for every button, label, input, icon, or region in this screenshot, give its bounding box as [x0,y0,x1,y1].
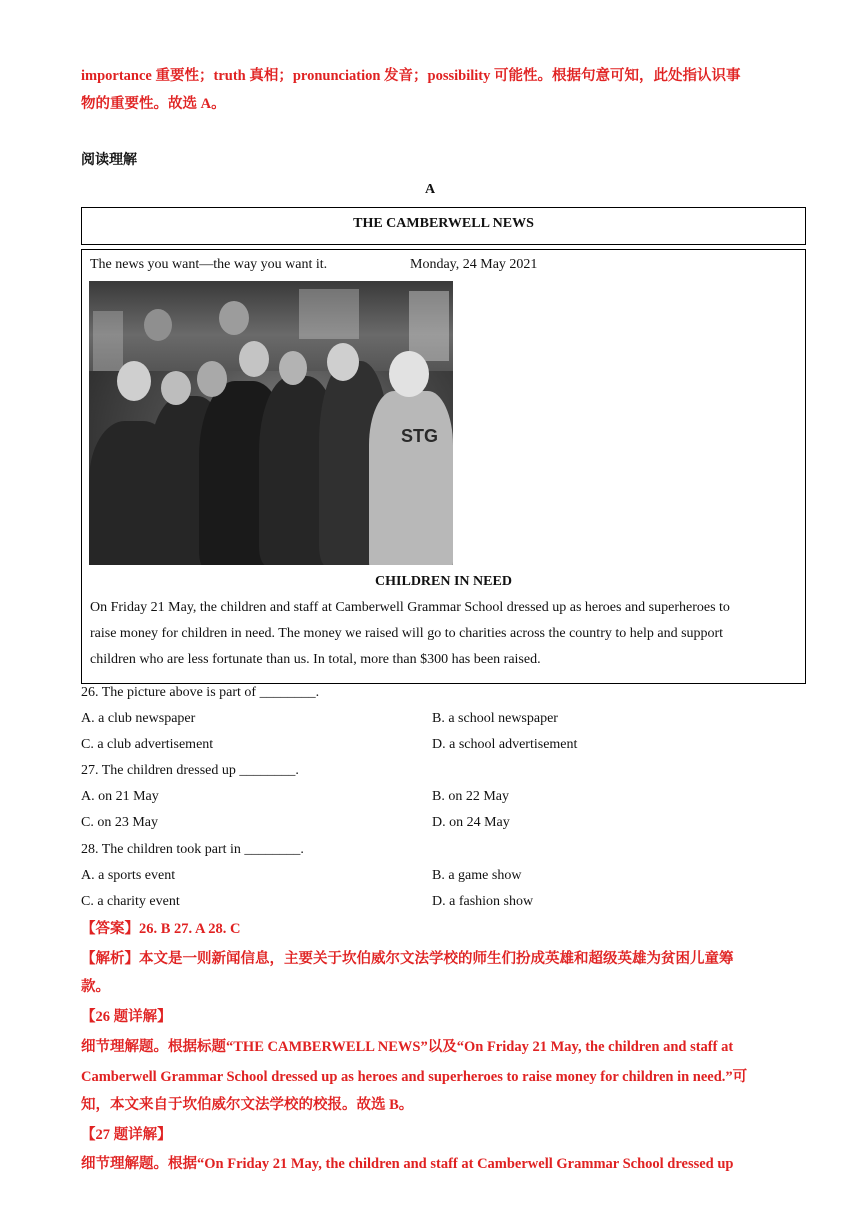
question-stem: 27. The children dressed up ________. [81,763,299,778]
question-option: D. on 24 May [432,815,510,830]
group-photo [89,281,453,565]
q27-detail-line: 细节理解题。根据“On Friday 21 May, the children and staff at Camberwell Grammar School dressed up [81,1156,734,1172]
question-option: D. a fashion show [432,894,534,909]
explanation-line: importance 重要性；truth 真相；pronunciation 发音；possibility 可能性。根据句意可知，此处指认识事 [81,68,741,84]
passage-label: A [424,182,436,197]
question-option: C. a club advertisement [81,737,214,752]
q26-detail-line: 知，本文来自于坎伯威尔文法学校的校报。故选 B。 [81,1097,414,1113]
explanation-line: 物的重要性。故选 A。 [81,96,226,112]
newspaper-masthead: THE CAMBERWELL NEWS [353,216,534,231]
article-body-line: children who are less fortunate than us. In total, more than $300 has been raised. [90,652,541,667]
newspaper-date: Monday, 24 May 2021 [410,257,538,272]
question-stem: 28. The children took part in ________. [81,842,304,857]
answer-key: 【答案】26. B 27. A 28. C [81,921,241,937]
section-title: 阅读理解 [81,152,137,168]
analysis-line: 款。 [81,979,110,995]
newspaper-tagline: The news you want—the way you want it. [90,257,328,272]
question-option: C. a charity event [81,894,180,909]
masthead-box [81,207,806,245]
question-option: A. on 21 May [81,789,159,804]
q26-detail-line: 细节理解题。根据标题“THE CAMBERWELL NEWS”以及“On Friday 21 May, the children and staff at [81,1039,734,1055]
question-option: C. on 23 May [81,815,158,830]
shirt-logo: STG [401,426,439,446]
question-option: D. a school advertisement [432,737,578,752]
article-body-line: On Friday 21 May, the children and staff at Camberwell Grammar School dressed up as heroes and superheroes to [90,600,730,615]
question-option: A. a sports event [81,868,176,883]
q26-detail-line: Camberwell Grammar School dressed up as heroes and superheroes to raise money for children in need.”可 [81,1069,748,1085]
question-stem: 26. The picture above is part of ________. [81,685,320,700]
question-option: A. a club newspaper [81,711,196,726]
analysis-line: 【解析】本文是一则新闻信息，主要关于坎伯威尔文法学校的师生们扮成英雄和超级英雄为贫困儿童筹 [81,951,734,967]
question-option: B. a school newspaper [432,711,558,726]
q27-title: 【27 题详解】 [81,1127,172,1143]
q26-title: 【26 题详解】 [81,1009,172,1025]
question-option: B. on 22 May [432,789,509,804]
article-headline: CHILDREN IN NEED [375,574,512,589]
question-option: B. a game show [432,868,522,883]
article-body-line: raise money for children in need. The money we raised will go to charities across the country to help and support [90,626,724,641]
